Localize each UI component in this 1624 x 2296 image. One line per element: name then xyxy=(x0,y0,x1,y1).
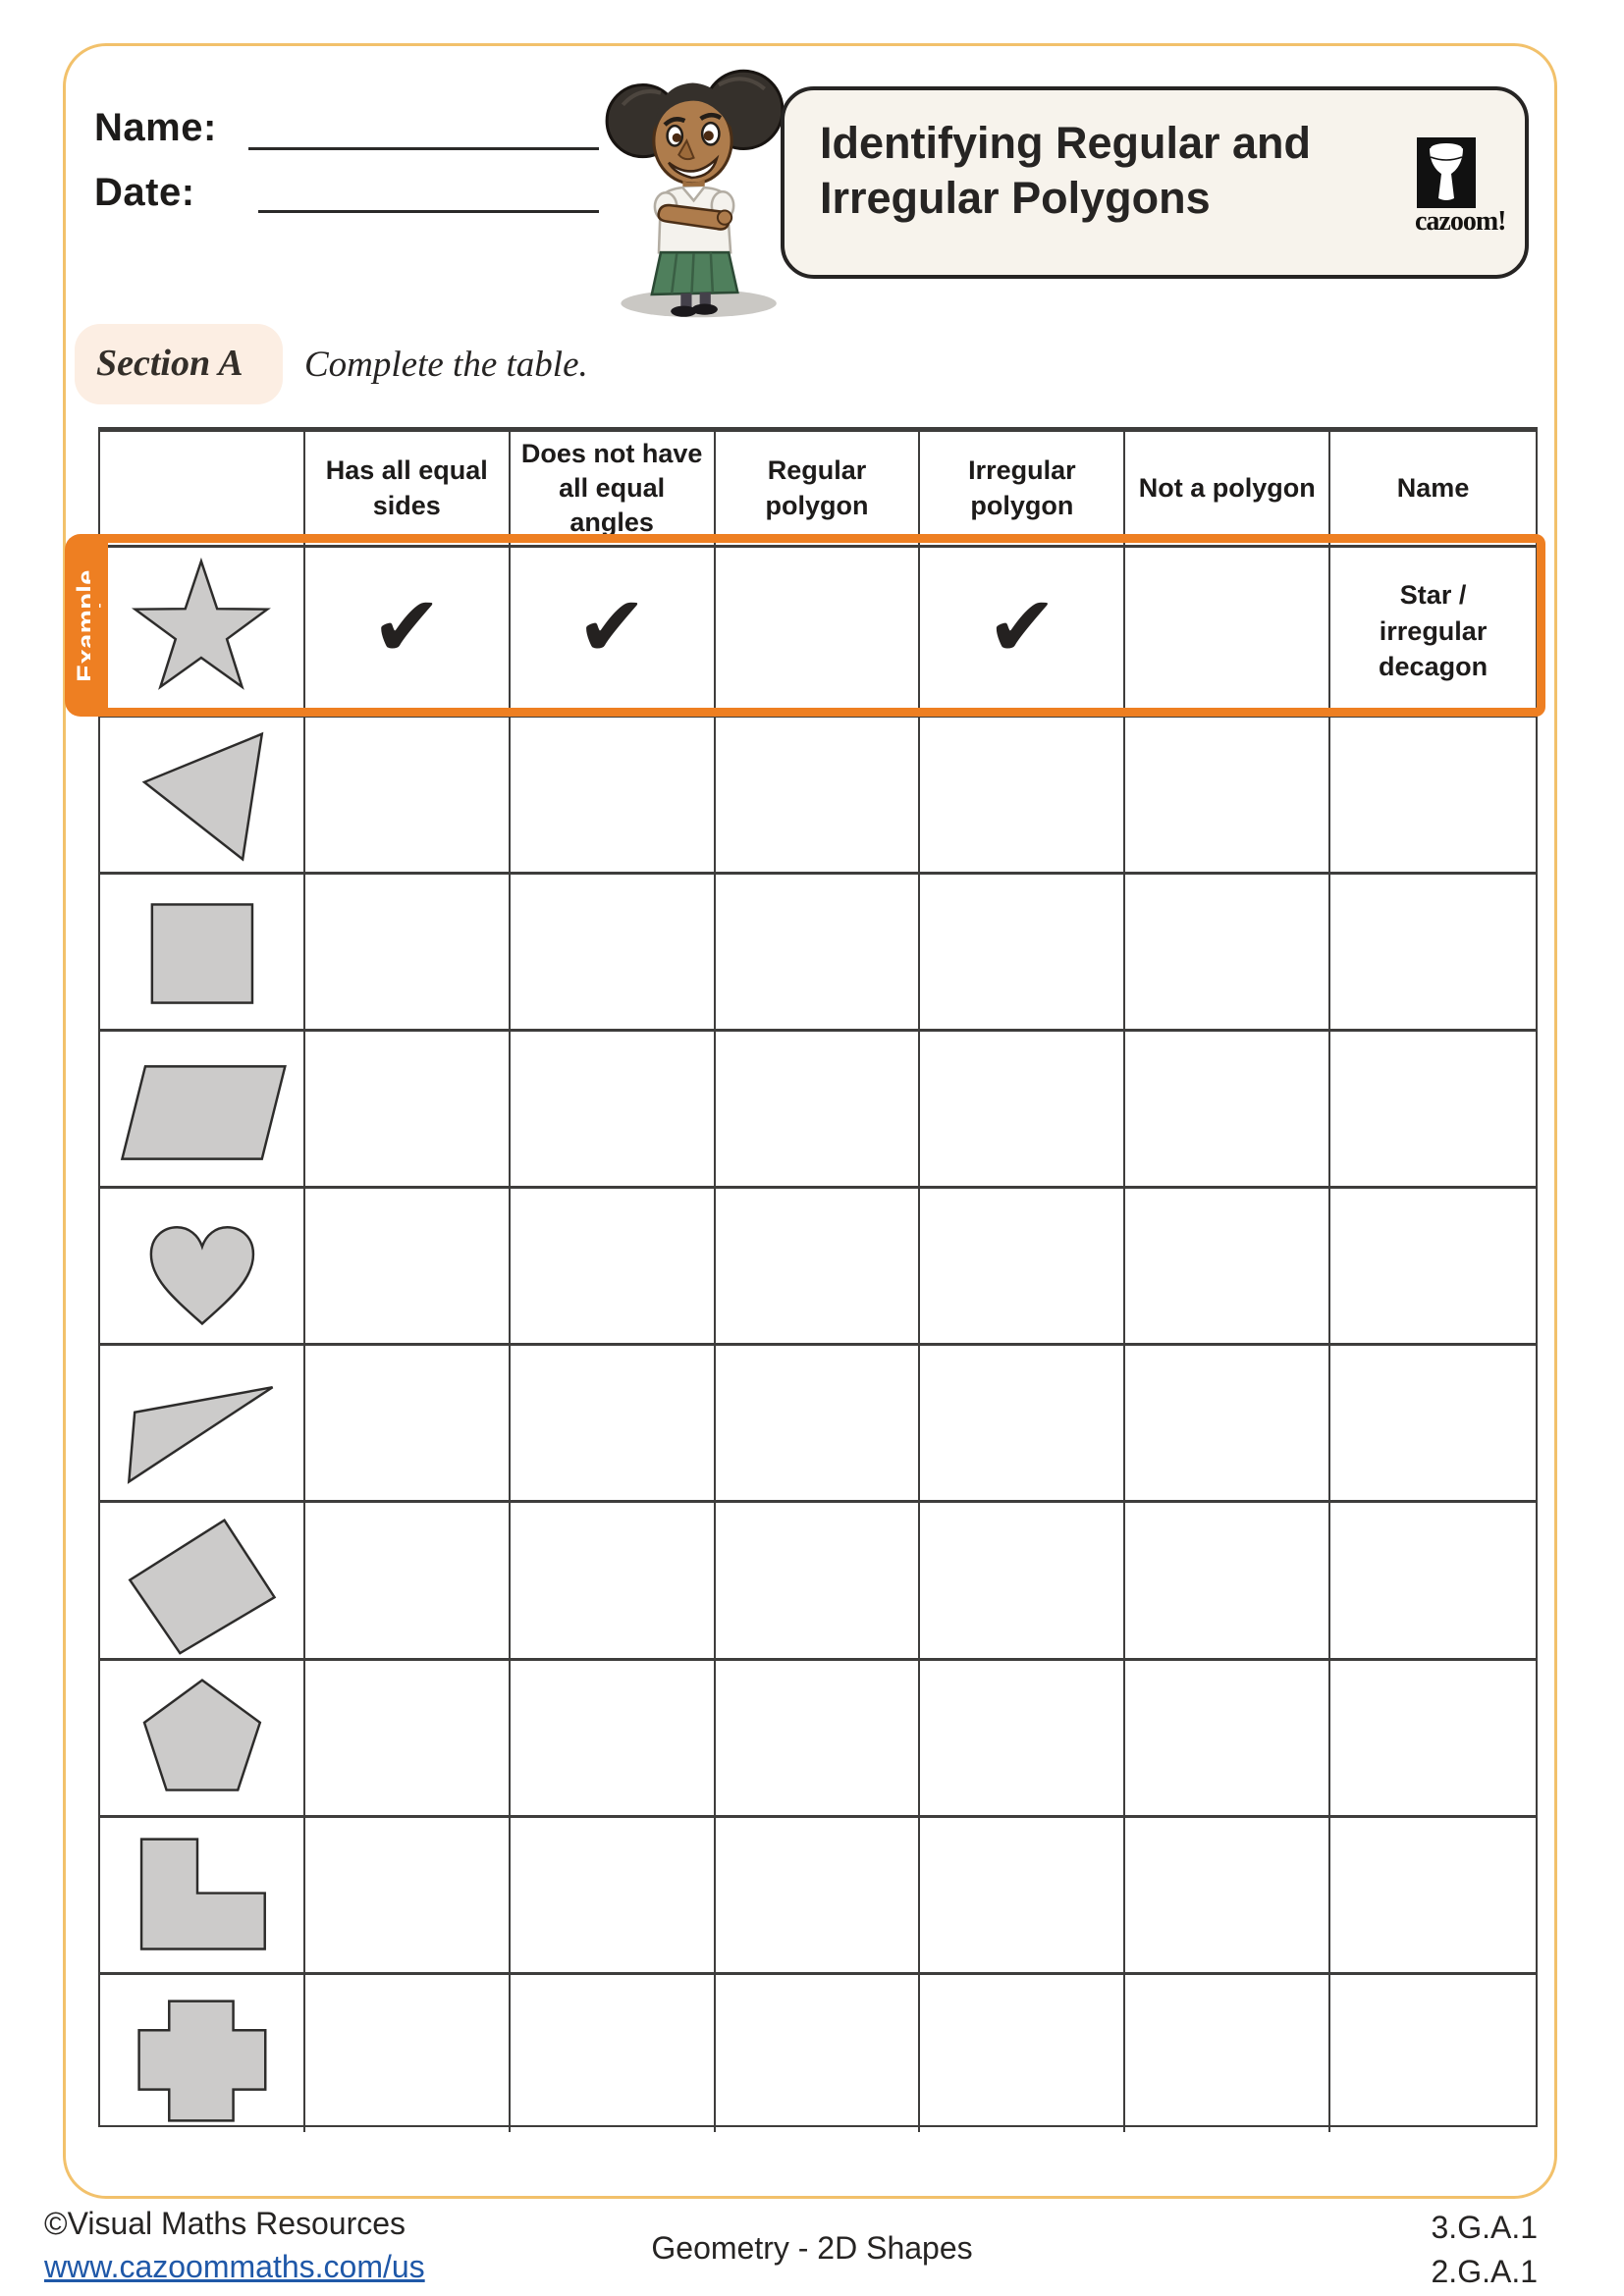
answer-cell xyxy=(511,1346,716,1503)
worksheet-title-box xyxy=(781,86,1529,279)
answer-cell xyxy=(305,1818,511,1975)
answer-cell xyxy=(511,875,716,1032)
cazoom-url-link[interactable]: www.cazoommaths.com/us xyxy=(44,2249,425,2284)
answer-cell xyxy=(1125,1661,1330,1818)
answer-cell xyxy=(1330,1818,1536,1975)
answer-cell xyxy=(305,718,511,875)
answer-cell xyxy=(511,1189,716,1346)
schoolgirl-icon xyxy=(599,55,784,319)
example-cell-regular-polygon xyxy=(716,548,921,718)
header-has-all-equal-sides: Has all equal sides xyxy=(305,432,511,548)
answer-cell xyxy=(1330,1503,1536,1660)
answer-cell xyxy=(1330,1346,1536,1503)
polygon-table xyxy=(98,427,1538,2127)
name-label: Name: xyxy=(94,106,217,149)
answer-cell xyxy=(920,1346,1125,1503)
answer-cell xyxy=(920,1189,1125,1346)
answer-cell xyxy=(920,1818,1125,1975)
header-irregular-polygon: Irregular polygon xyxy=(920,432,1125,548)
worksheet-title: Identifying Regular and Irregular Polygons xyxy=(820,118,1312,223)
answer-cell xyxy=(716,1503,921,1660)
example-check-does-not-have-all-equal-angles: ✔ xyxy=(511,548,716,718)
answer-cell xyxy=(920,875,1125,1032)
thin-triangle-icon xyxy=(100,1346,303,1500)
cazoom-logo-text: cazoom! xyxy=(1415,206,1506,237)
answer-cell xyxy=(305,1503,511,1660)
answer-cell xyxy=(920,1032,1125,1189)
square-icon xyxy=(100,875,303,1029)
shape-heart xyxy=(100,1189,305,1346)
answer-cell xyxy=(1125,1346,1330,1503)
date-write-line xyxy=(258,210,599,213)
copyright-text: ©Visual Maths Resources xyxy=(44,2206,406,2241)
scalene-triangle-icon xyxy=(100,718,303,872)
shape-plus-cross xyxy=(100,1975,305,2132)
answer-cell xyxy=(1125,1818,1330,1975)
answer-cell xyxy=(511,718,716,875)
example-name-cell: Star / irregular decagon xyxy=(1330,548,1536,718)
answer-cell xyxy=(1125,1189,1330,1346)
djembe-drum-icon xyxy=(1417,137,1476,208)
answer-cell xyxy=(920,718,1125,875)
answer-cell xyxy=(511,1975,716,2132)
answer-cell xyxy=(1330,718,1536,875)
rotated-rectangle-icon xyxy=(100,1503,303,1657)
answer-cell xyxy=(920,1661,1125,1818)
shape-parallelogram xyxy=(100,1032,305,1189)
header-not-a-polygon: Not a polygon xyxy=(1125,432,1330,548)
standard-code: 3.G.A.1 xyxy=(1431,2210,1538,2245)
header-does-not-have-all-equal-angles: Does not have all equal angles xyxy=(511,432,716,548)
shape-l-shape xyxy=(100,1818,305,1975)
answer-cell xyxy=(305,875,511,1032)
answer-cell xyxy=(1330,1975,1536,2132)
answer-cell xyxy=(716,1975,921,2132)
answer-cell xyxy=(1125,718,1330,875)
star-icon xyxy=(100,548,303,715)
answer-cell xyxy=(716,1661,921,1818)
answer-cell xyxy=(1125,1503,1330,1660)
plus-cross-icon xyxy=(100,1975,303,2132)
answer-cell xyxy=(1125,875,1330,1032)
heart-icon xyxy=(100,1189,303,1343)
answer-cell xyxy=(305,1661,511,1818)
answer-cell xyxy=(716,1346,921,1503)
answer-cell xyxy=(1125,1975,1330,2132)
answer-cell xyxy=(305,1032,511,1189)
example-check-has-all-equal-sides: ✔ xyxy=(305,548,511,718)
section-a-instruction: Complete the table. xyxy=(304,345,588,385)
answer-cell xyxy=(1330,1189,1536,1346)
example-check-irregular-polygon: ✔ xyxy=(920,548,1125,718)
pentagon-icon xyxy=(100,1661,303,1815)
answer-cell xyxy=(511,1818,716,1975)
answer-cell xyxy=(305,1346,511,1503)
standard-code: 2.G.A.1 xyxy=(1431,2253,1538,2289)
answer-cell xyxy=(1330,1661,1536,1818)
date-label: Date: xyxy=(94,171,195,214)
example-shape-star xyxy=(100,548,305,718)
header-regular-polygon: Regular polygon xyxy=(716,432,921,548)
parallelogram-icon xyxy=(100,1032,303,1186)
answer-cell xyxy=(920,1503,1125,1660)
shape-square xyxy=(100,875,305,1032)
answer-cell xyxy=(305,1975,511,2132)
standards-codes xyxy=(1432,2206,1539,2294)
shape-rotated-rectangle xyxy=(100,1503,305,1660)
answer-cell xyxy=(716,718,921,875)
header-shape-column xyxy=(100,432,305,548)
l-shape-icon xyxy=(100,1818,303,1972)
answer-cell xyxy=(1330,1032,1536,1189)
answer-cell xyxy=(305,1189,511,1346)
example-tab xyxy=(65,534,108,717)
header-name: Name xyxy=(1330,432,1536,548)
answer-cell xyxy=(1125,1032,1330,1189)
answer-cell xyxy=(511,1032,716,1189)
example-tab-label: Example xyxy=(71,568,101,682)
footer-topic-text: Geometry - 2D Shapes xyxy=(651,2230,973,2266)
name-write-line xyxy=(248,147,599,150)
answer-cell xyxy=(716,1189,921,1346)
answer-cell xyxy=(511,1503,716,1660)
schoolgirl-mascot-illustration xyxy=(599,55,784,318)
section-a-label: Section A xyxy=(96,343,244,384)
shape-thin-scalene-triangle xyxy=(100,1346,305,1503)
answer-cell xyxy=(716,1032,921,1189)
answer-cell xyxy=(716,1818,921,1975)
answer-cell xyxy=(511,1661,716,1818)
shape-scalene-triangle xyxy=(100,718,305,875)
shape-regular-pentagon xyxy=(100,1661,305,1818)
cazoom-logo xyxy=(1415,137,1506,238)
answer-cell xyxy=(1330,875,1536,1032)
answer-cell xyxy=(716,875,921,1032)
example-cell-not-a-polygon xyxy=(1125,548,1330,718)
answer-cell xyxy=(920,1975,1125,2132)
